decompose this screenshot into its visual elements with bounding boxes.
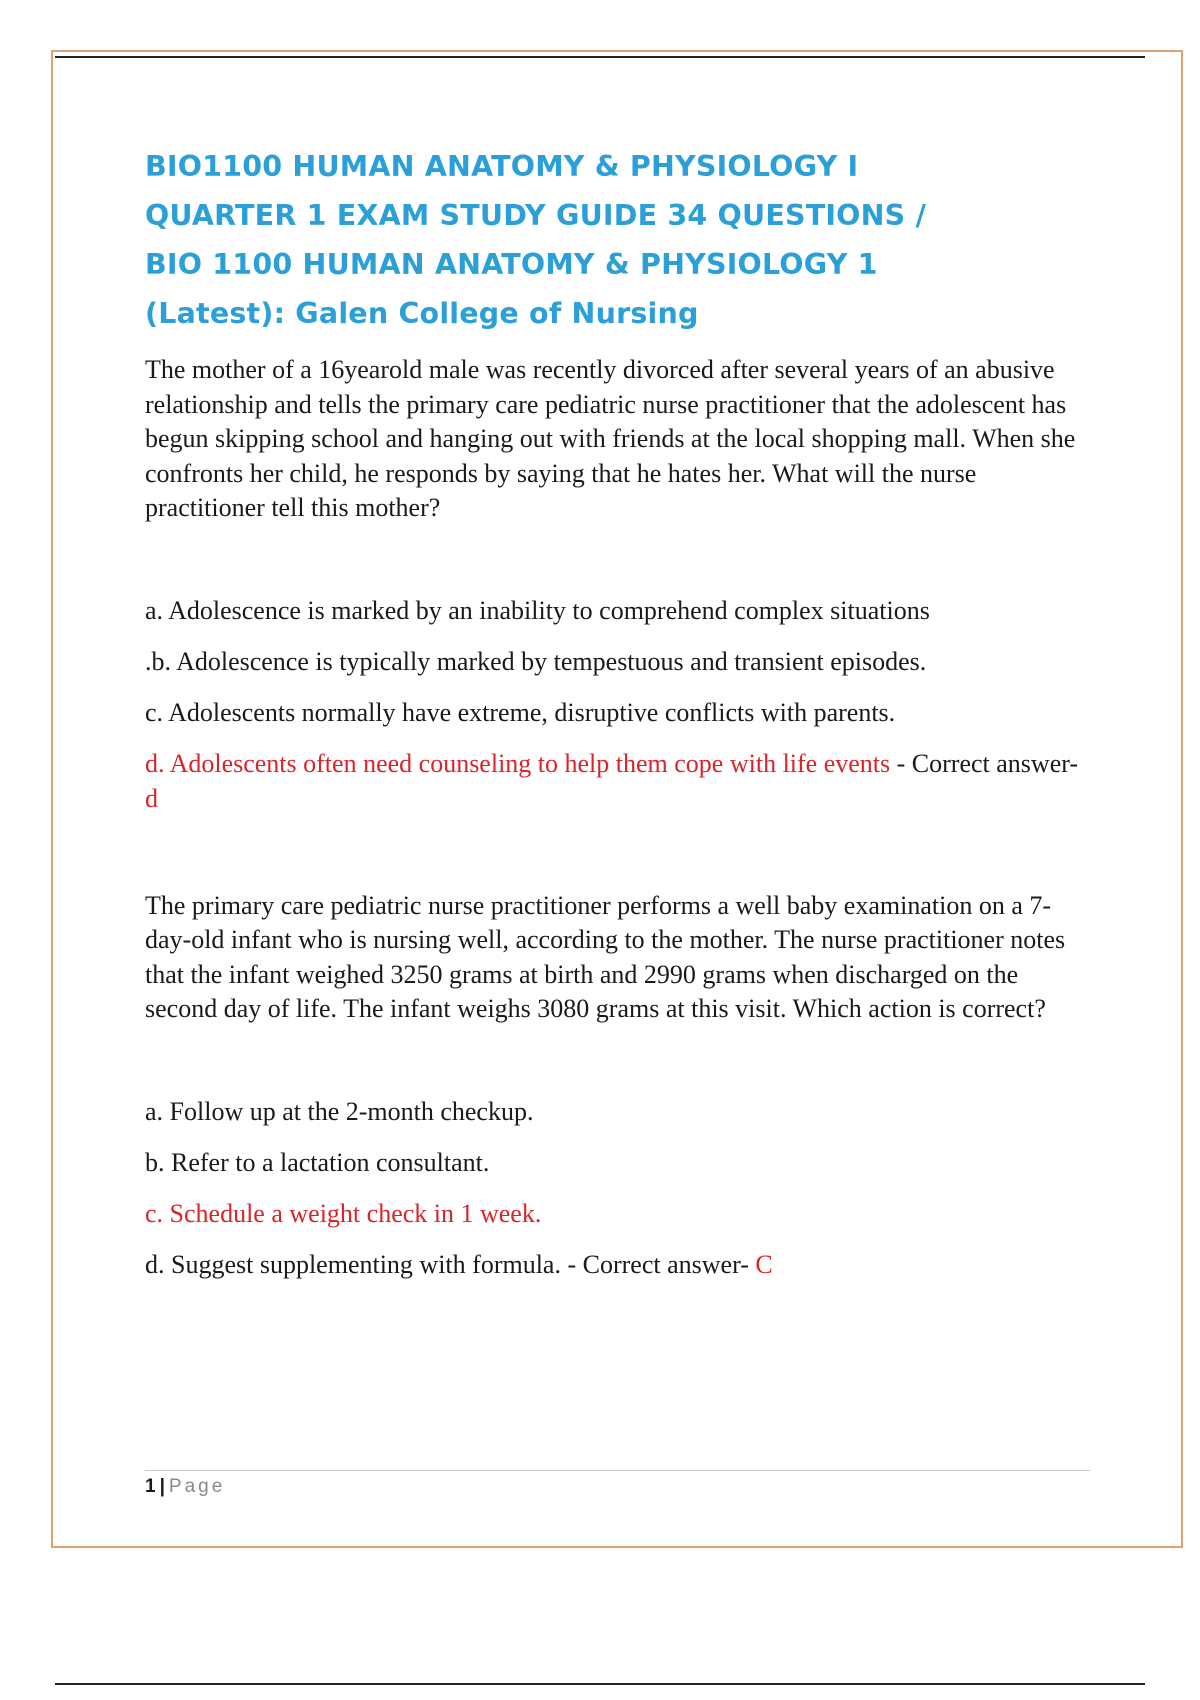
question-1-option-a: a. Adolescence is marked by an inability to comprehend complex situations [145,595,930,625]
question-2-option-a: a. Follow up at the 2-month checkup. [145,1096,534,1126]
footer-rule [145,1470,1090,1471]
question-1-option-d [145,746,1085,816]
question-2-answer-value: C [755,1249,773,1279]
question-2-answer-label: - Correct answer- [560,1249,756,1279]
question-2-option-d [145,1247,1085,1282]
title-line-4: (Latest): Galen College of Nursing [145,297,699,330]
question-2-text: The primary care pediatric nurse practitioner performs a well baby examination on a 7-day-old infant who is nursing well, according to the mother. The nurse practitioner notes that the infant weighed 3250 grams at birth and 2990 grams when discharged on the second day of life. The infant weighs 3080 grams at this visit. Which action is correct? [145,890,1066,1023]
page-separator: | [159,1476,165,1497]
question-2-option-b: b. Refer to a lactation consultant. [145,1147,490,1177]
question-1-answer-label: - Correct answer- [890,748,1085,778]
title-line-2: QUARTER 1 EXAM STUDY GUIDE 34 QUESTIONS / [145,199,927,232]
question-2-option-d-text: d. Suggest supplementing with formula. [145,1249,561,1279]
question-block-1 [145,353,1085,816]
question-1-answer-value: d [145,783,158,813]
question-1-option-d-text: d. Adolescents often need counseling to help them cope with life events [145,748,891,778]
bottom-rule [55,1683,1145,1685]
question-1-option-c: c. Adolescents normally have extreme, disruptive conflicts with parents. [145,697,896,727]
page-number: 1 [145,1476,156,1497]
question-2-option-c: c. Schedule a weight check in 1 week. [145,1198,542,1228]
title-line-1: BIO1100 HUMAN ANATOMY & PHYSIOLOGY I [145,150,859,183]
page-footer [145,1474,225,1500]
question-1-option-b: .b. Adolescence is typically marked by tempestuous and transient episodes. [145,646,927,676]
page-label: Page [168,1476,226,1497]
title-line-3: BIO 1100 HUMAN ANATOMY & PHYSIOLOGY 1 [145,248,878,281]
question-block-2 [145,889,1085,1282]
question-1-text: The mother of a 16yearold male was recently divorced after several years of an abusive relationship and tells the primary care pediatric nurse practitioner that the adolescent has begun skipping school and hanging out with friends at the local shopping mall. When she confronts her child, he responds by saying that he hates her. What will the nurse practitioner tell this mother? [145,355,1076,522]
document-title [145,142,1085,338]
page-content [145,142,1085,1298]
